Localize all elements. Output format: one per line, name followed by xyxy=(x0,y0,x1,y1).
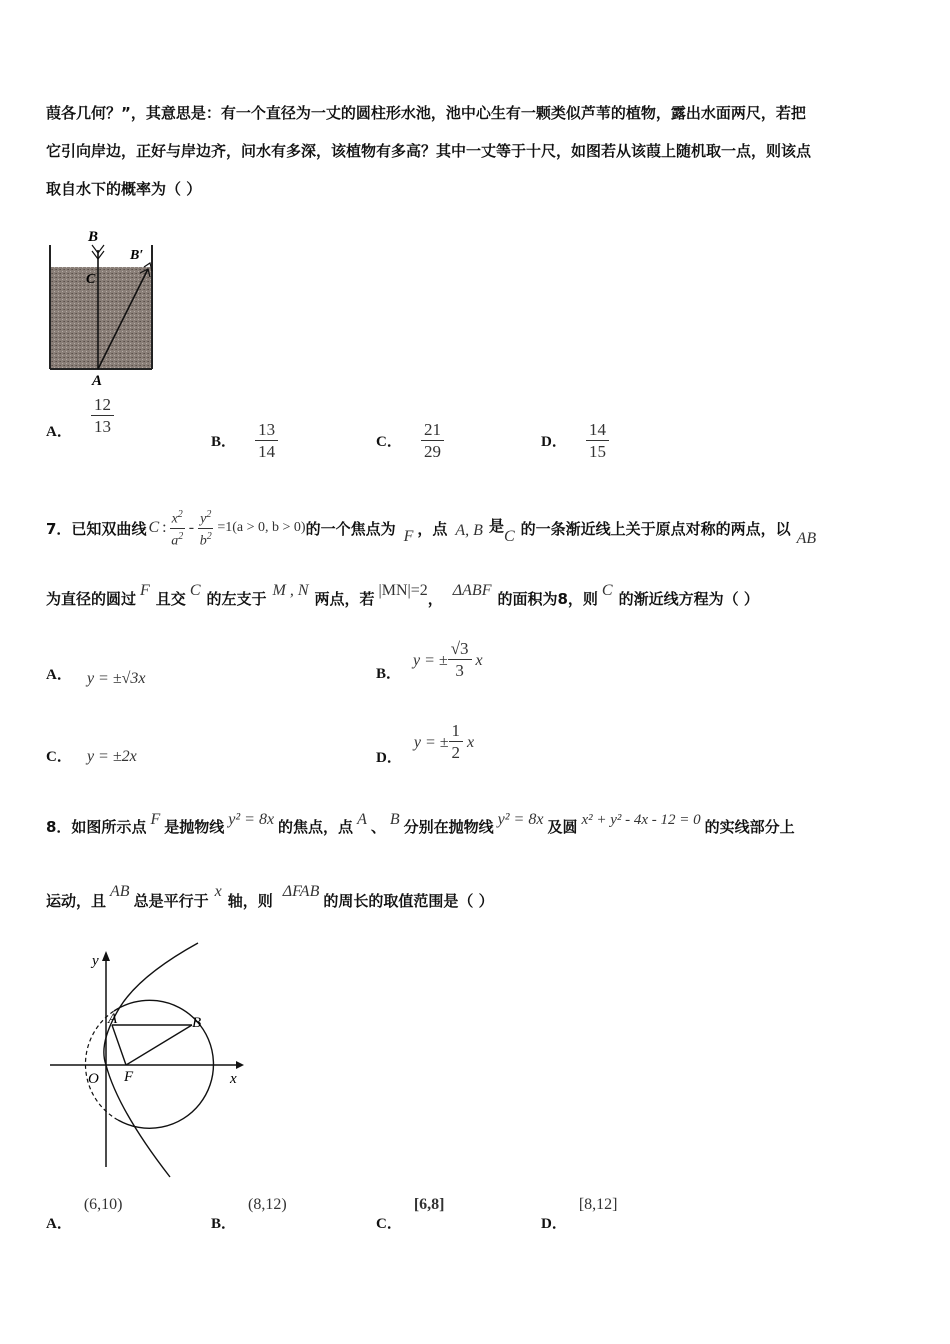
q7-option-b[interactable]: B． y = ± $\frac{√3}{3}$ x xyxy=(376,639,483,682)
label-b: B xyxy=(88,229,99,245)
q6-line-3: 取自水下的概率为（ ） xyxy=(46,180,202,198)
q6-option-d[interactable] xyxy=(541,420,609,463)
q6-option-b-label: B． xyxy=(211,434,237,450)
q6-option-c-label: C． xyxy=(376,434,402,450)
q7-option-c[interactable]: C． y = ±2x xyxy=(46,748,137,765)
q7-line-2: 为直径的圆过 F 且交 C 的左支于 M , N 两点，若 |MN|=2 ， ΔABF 的面积为8，则 C 的渐近线方程为（ ） xyxy=(46,582,759,608)
q6-option-b-fraction: $\frac{13}{14}$ xyxy=(255,420,278,463)
q7-option-a[interactable]: A． y = ±√3x xyxy=(46,667,146,687)
pool-figure xyxy=(40,225,170,390)
label-y: y xyxy=(92,953,99,969)
q6-option-a[interactable] xyxy=(46,395,114,441)
q8-option-b[interactable]: B． (8,12) xyxy=(211,1196,287,1232)
q8-option-c[interactable]: C． [6,8] xyxy=(376,1196,445,1232)
segment-af xyxy=(112,1025,126,1065)
q8-option-d[interactable]: D． [8,12] xyxy=(541,1196,618,1232)
q6-line-2: 它引向岸边，正好与岸边齐，问水有多深，该植物有多高？其中一丈等于十尺，如图若从该葭上随机取一点，则该点 xyxy=(46,142,812,160)
q6-option-b[interactable] xyxy=(211,420,278,463)
q8-line-1: 8．如图所示点 F 是抛物线 y² = 8x 的焦点，点 A 、 B 分别在抛物线 y² = 8x 及圆 x² + y² - 4x - 12 = 0 的实线部分上 xyxy=(46,811,795,836)
label-o: O xyxy=(88,1071,99,1087)
q8-line-2: 运动，且 AB 总是平行于 x 轴，则 ΔFAB 的周长的取值范围是（ ） xyxy=(46,883,494,910)
x-axis-arrow xyxy=(236,1061,244,1069)
parabola-circle-figure xyxy=(40,935,260,1185)
label-c: C xyxy=(86,272,96,287)
q7-line-1: 7．已知双曲线 C : $\frac{x^2}{a^2}$ - $\frac{y^2}{b^2}$ =1(a > 0, b > 0) 的一个焦点为 F ，点 A, B 是 C 的一条渐近线上关于原点对称的两点，以 AB xyxy=(46,508,817,549)
q6-line-1: 葭各几何？”，其意思是：有一个直径为一丈的圆柱形水池，池中心生有一颗类似芦苇的植物，露出水面两尺，若把 xyxy=(46,104,806,122)
label-a: A xyxy=(92,373,103,389)
label-b-prime: B′ xyxy=(130,248,144,263)
segment-fb xyxy=(126,1025,192,1065)
y-axis-arrow xyxy=(102,951,110,961)
label-x: x xyxy=(230,1071,237,1087)
parabola-curve xyxy=(104,943,198,1177)
q7-option-d[interactable]: D． y = ± $\frac{1}{2}$ x xyxy=(376,721,475,766)
q6-option-c-fraction: $\frac{21}{29}$ xyxy=(421,420,444,463)
label-a: A xyxy=(108,1011,118,1027)
y2-over-b2: $\frac{y^2}{b^2}$ xyxy=(199,508,212,549)
q6-option-d-fraction: $\frac{14}{15}$ xyxy=(586,420,609,463)
water-area xyxy=(50,267,152,369)
label-b: B xyxy=(192,1015,202,1031)
q6-option-d-label: D． xyxy=(541,434,567,450)
q8-option-a[interactable]: A． (6,10) xyxy=(46,1196,123,1232)
q6-option-a-fraction: $\frac{12}{13}$ xyxy=(91,395,114,438)
q6-option-c[interactable] xyxy=(376,420,444,463)
x2-over-a2: $\frac{x^2}{a^2}$ xyxy=(171,508,184,549)
label-f: F xyxy=(124,1069,134,1085)
q6-option-a-label: A． xyxy=(46,424,72,440)
